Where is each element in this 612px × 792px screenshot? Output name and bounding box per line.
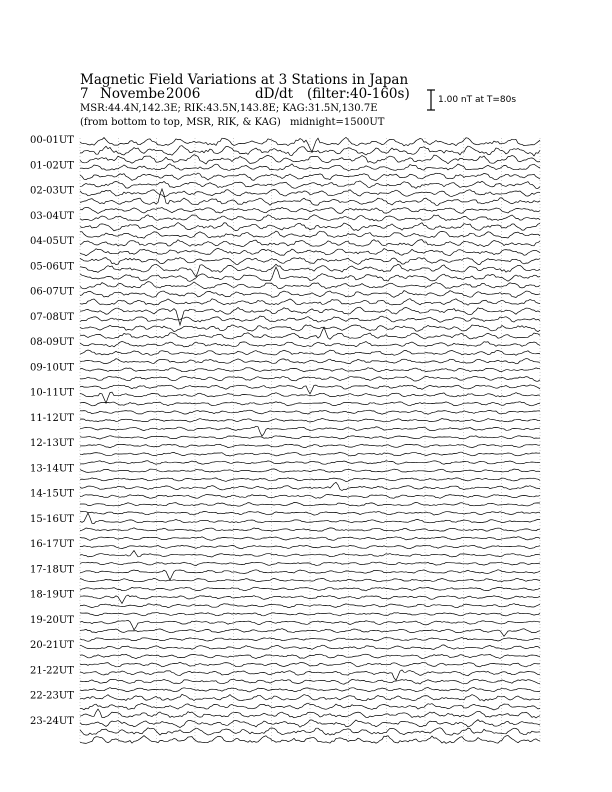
hour-label: 04-05UT bbox=[30, 236, 74, 247]
hour-label: 08-09UT bbox=[30, 337, 74, 348]
trace-rik-12-13ut bbox=[80, 452, 540, 456]
trace-msr-23-24ut bbox=[80, 736, 540, 744]
trace-rik-06-07ut bbox=[80, 299, 540, 306]
hour-label: 07-08UT bbox=[30, 311, 74, 323]
hour-label: 15-16UT bbox=[30, 513, 74, 525]
trace-msr-10-11ut bbox=[80, 410, 540, 414]
hour-label: 22-23UT bbox=[30, 690, 74, 702]
trace-msr-06-07ut bbox=[80, 307, 540, 325]
trace-msr-17-18ut bbox=[80, 587, 540, 591]
hour-label: 23-24UT bbox=[30, 715, 74, 727]
hour-label: 01-02UT bbox=[30, 160, 74, 172]
hour-label: 03-04UT bbox=[30, 210, 74, 222]
trace-rik-11-12ut bbox=[80, 426, 540, 436]
trace-msr-09-10ut bbox=[80, 385, 540, 394]
trace-msr-14-15ut bbox=[80, 511, 540, 515]
trace-rik-19-20ut bbox=[80, 629, 540, 637]
hour-label: 05-06UT bbox=[30, 261, 74, 273]
hour-label: 00-01UT bbox=[30, 135, 74, 146]
trace-kag-17-18ut bbox=[80, 570, 540, 580]
hour-label: 16-17UT bbox=[30, 539, 74, 550]
hour-label: 06-07UT bbox=[30, 286, 74, 298]
hour-label: 14-15UT bbox=[30, 488, 74, 500]
hour-label: 10-11UT bbox=[30, 387, 74, 399]
hour-label: 20-21UT bbox=[30, 640, 74, 651]
station-coordinates: MSR:44.4N,142.3E; RIK:43.5N,143.8E; KAG:31.5N,130.7E bbox=[80, 103, 378, 114]
hour-label: 13-14UT bbox=[30, 463, 74, 475]
hour-label: 17-18UT bbox=[30, 564, 74, 576]
hour-label: 18-19UT bbox=[30, 589, 74, 601]
time-grid bbox=[80, 138, 540, 744]
trace-kag-03-04ut bbox=[80, 215, 540, 221]
midnight-note: midnight=1500UT bbox=[289, 117, 385, 128]
date-year: 2006 bbox=[166, 86, 201, 102]
trace-msr-22-23ut bbox=[80, 709, 540, 718]
trace-kag-18-19ut bbox=[80, 595, 540, 603]
scale-bar-label: 1.00 nT at T=80s bbox=[438, 95, 517, 105]
chart-title: Magnetic Field Variations at 3 Stations in Japan bbox=[80, 72, 409, 88]
hour-label: 11-12UT bbox=[30, 412, 74, 424]
trace-msr-20-21ut bbox=[80, 662, 540, 667]
date-month: Novembe bbox=[100, 86, 165, 102]
trace-rik-03-04ut bbox=[80, 223, 540, 231]
hour-labels bbox=[30, 135, 74, 727]
quantity-label: dD/dt bbox=[255, 86, 294, 102]
filter-label: (filter:40-160s) bbox=[307, 86, 410, 102]
trace-msr-01-02ut bbox=[80, 181, 540, 189]
trace-msr-16-17ut bbox=[80, 562, 540, 566]
trace-msr-21-22ut bbox=[80, 688, 540, 692]
hour-label: 09-10UT bbox=[30, 362, 74, 374]
trace-rik-18-19ut bbox=[80, 604, 540, 608]
hour-label: 19-20UT bbox=[30, 614, 74, 626]
trace-kag-14-15ut bbox=[80, 494, 540, 498]
trace-kag-01-02ut bbox=[80, 164, 540, 171]
trace-kag-13-14ut bbox=[80, 469, 540, 473]
date-day: 7 bbox=[80, 86, 89, 102]
hour-label: 21-22UT bbox=[30, 665, 74, 677]
hour-label: 12-13UT bbox=[30, 438, 74, 449]
hour-label: 02-03UT bbox=[30, 185, 74, 197]
scale-bar bbox=[427, 90, 435, 110]
order-note: (from bottom to top, MSR, RIK, & KAG) bbox=[80, 117, 281, 128]
trace-rik-16-17ut bbox=[80, 551, 540, 558]
trace-rik-23-24ut bbox=[80, 728, 540, 735]
